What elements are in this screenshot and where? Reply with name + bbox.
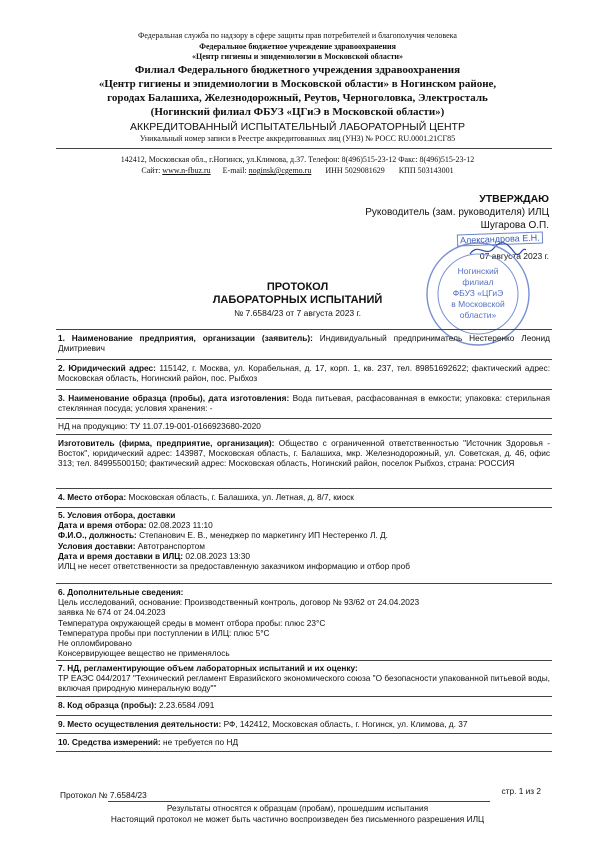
manufacturer-label: Изготовитель (фирма, предприятие, организация): [58,438,275,448]
delivery-label: Условия доставки: [58,540,136,551]
section-8 [58,700,550,710]
footer-divider [108,801,490,802]
section-5 [58,510,550,571]
section-10-value: не требуется по НД [163,737,239,747]
section-divider [56,418,552,419]
section-2-label: 2. Юридический адрес: [58,363,156,373]
protocol-subtitle: ЛАБОРАТОРНЫХ ИСПЫТАНИЙ [212,294,383,306]
footer-page-number: стр. 1 из 2 [501,786,541,796]
seal-line-1: Ногинский [457,266,499,276]
section-divider [56,733,552,734]
header-registry: Уникальный номер записи в Реестре аккредитованных лиц (УНЗ) № РОСС RU.0001.21СГ85 [139,134,456,143]
section-divider [56,434,552,435]
protocol-title: ПРОТОКОЛ [266,281,329,293]
section-1-value: Индивидуальный предприниматель Нестеренко Леонид Дмитриевич [58,333,550,354]
section-8-label: 8. Код образца (пробы): [58,700,157,710]
email-link[interactable]: noginsk@cgemo.ru [248,166,312,175]
section-7-value: ТР ЕАЭС 044/2017 "Технический регламент Евразийского экономического союза "О безопасности упакованной питьевой воды, включая природную минеральную воду"" [58,673,550,694]
header-lab-center: АККРЕДИТОВАННЫЙ ИСПЫТАТЕЛЬНЫЙ ЛАБОРАТОРНЫЙ ЦЕНТР [130,121,465,133]
kpp: КПП 503143001 [398,166,454,175]
section-6 [58,587,550,658]
section-10-label: 10. Средства измерений: [58,737,161,747]
header-institution: Федеральное бюджетное учреждение здравоохранения [199,42,396,51]
protocol-number: № 7.6584/23 от 7 августа 2023 г. [234,308,361,318]
header-address: 142412, Московская обл., г.Ногинск, ул.Климова, д.37. Телефон: 8(496)515-23-12 Факс: 8(496)515-23-12 [120,155,475,164]
section-3 [58,393,550,413]
section-3-label: 3. Наименование образца (пробы), дата изготовления: [58,393,290,403]
section-4-label: 4. Место отбора: [58,492,127,502]
header-branch-1: Филиал Федерального бюджетного учреждения здравоохранения [134,64,461,76]
section-6-line-1: Цель исследований, основание: Производственный контроль, договор № 93/62 от 24.04.2023 [58,597,420,608]
section-8-value: 2.23.6584 /091 [159,700,215,710]
approval-date: 07 августа 2023 г. [479,251,549,261]
section-divider [56,660,552,661]
section-divider [56,329,552,330]
seal-line-4: в Московской [451,299,505,309]
section-5-label: 5. Условия отбора, доставки [58,510,176,520]
section-divider [56,583,552,584]
email-label: E-mail: [222,166,247,175]
site-label: Сайт: [141,166,161,175]
section-6-line-6: Консервирующее вещество не применялось [58,648,230,659]
seal-line-2: филиал [462,277,494,287]
section-divider [56,696,552,697]
section-6-line-3: Температура окружающей среды в момент отбора пробы: плюс 23°С [58,617,326,628]
sampler-value: Степанович Е. В., менеджер по маркетингу ИП Нестеренко Л. Д. [139,530,388,541]
section-9-label: 9. Место осуществления деятельности: [58,719,222,729]
approval-name: Шугарова О.П. [480,220,549,231]
section-10 [58,737,550,747]
header-divider [56,148,552,149]
section-2-value: 115142, г. Москва, ул. Корабельная, д. 17, корп. 1, кв. 237, тел. 89851692622; фактический адрес: Московская область, Ногинский район, пос. Рыбхоз [58,363,550,384]
section-6-line-4: Температура пробы при поступлении в ИЛЦ: плюс 5°С [58,627,270,638]
section-6-line-5: Не опломбировано [58,638,132,649]
signature-stamp: Александрова Е.Н. [457,232,543,247]
nd-product: НД на продукцию: ТУ 11.07.19-001-0166923680-2020 [58,421,261,431]
section-divider [56,715,552,716]
header-agency: Федеральная служба по надзору в сфере защиты прав потребителей и благополучия человека [138,31,457,40]
header-branch-4: (Ногинский филиал ФБУЗ «ЦГиЭ в Московской области») [150,106,445,118]
manufacturer-value: Общество с ограниченной ответственностью "Источник Здоровья - Восток", юридический адрес: 143987, Московская область, г. Балашиха, мкр. Железнодорожный, ул. Советская, д. 46, офис 313; тел. 84995500150; фактический адрес: Московская область, Ногинский район, поселок Рыбхоз, страна: РОССИЯ [58,438,551,469]
approval-title: УТВЕРЖДАЮ [479,193,549,205]
delivery-value: Автотранспортом [137,540,206,551]
header-center: «Центр гигиены и эпидемиологии в Московской области» [191,52,403,61]
seal-line-5: области» [459,310,497,320]
approval-role: Руководитель (зам. руководителя) ИЛЦ [365,207,549,218]
sampling-date-value: 02.08.2023 11:10 [148,520,213,531]
section-6-line-2: заявка № 674 от 24.04.2023 [58,607,166,618]
footer-protocol-number: Протокол № 7.6584/23 [60,790,147,800]
section-2 [58,363,550,383]
footer-note-1: Результаты относятся к образцам (пробам), прошедшим испытания [166,803,429,813]
section-4 [58,492,550,502]
section-7 [58,663,550,694]
manufacturer [58,438,550,469]
sampler-label: Ф.И.О., должность: [58,530,137,541]
site-link[interactable]: www.n-fbuz.ru [162,166,211,175]
header-branch-3: городах Балашиха, Железнодорожный, Реутов, Черноголовка, Электросталь [107,92,488,104]
responsibility-note: ИЛЦ не несет ответственности за предоставленную заказчиком информацию и отбор проб [58,561,410,572]
section-7-label: 7. НД, регламентирующие объем лабораторных испытаний и их оценку: [58,663,358,673]
section-divider [56,507,552,508]
arrival-value: 02.08.2023 13:30 [185,550,250,561]
sampling-date-label: Дата и время отбора: [58,520,147,531]
footer-note-2: Настоящий протокол не может быть частично воспроизведен без письменного разрешения ИЛЦ [110,814,485,824]
section-9 [58,719,550,729]
section-1-label: 1. Наименование предприятия, организации (заявитель): [58,333,313,343]
inn: ИНН 5029081629 [325,166,385,175]
section-1 [58,333,550,353]
section-3-value: Вода питьевая, расфасованная в емкости; упаковка: стерильная стеклянная посуда; условия хранения: - [58,393,550,414]
header-contacts [0,166,595,176]
header-branch-2: «Центр гигиены и эпидемиологии в Московской области» в Ногинском районе, [98,78,497,90]
seal-line-3: ФБУЗ «ЦГиЭ [452,288,504,298]
section-divider [56,389,552,390]
section-divider [56,488,552,489]
arrival-label: Дата и время доставки в ИЛЦ: [58,550,184,561]
section-4-value: Московская область, г. Балашиха, ул. Летная, д. 8/7, киоск [128,492,354,502]
section-divider [56,751,552,752]
section-divider [56,359,552,360]
section-6-label: 6. Дополнительные сведения: [58,587,184,597]
section-9-value: РФ, 142412, Московская область, г. Ногинск, ул. Климова, д. 37 [223,719,468,729]
